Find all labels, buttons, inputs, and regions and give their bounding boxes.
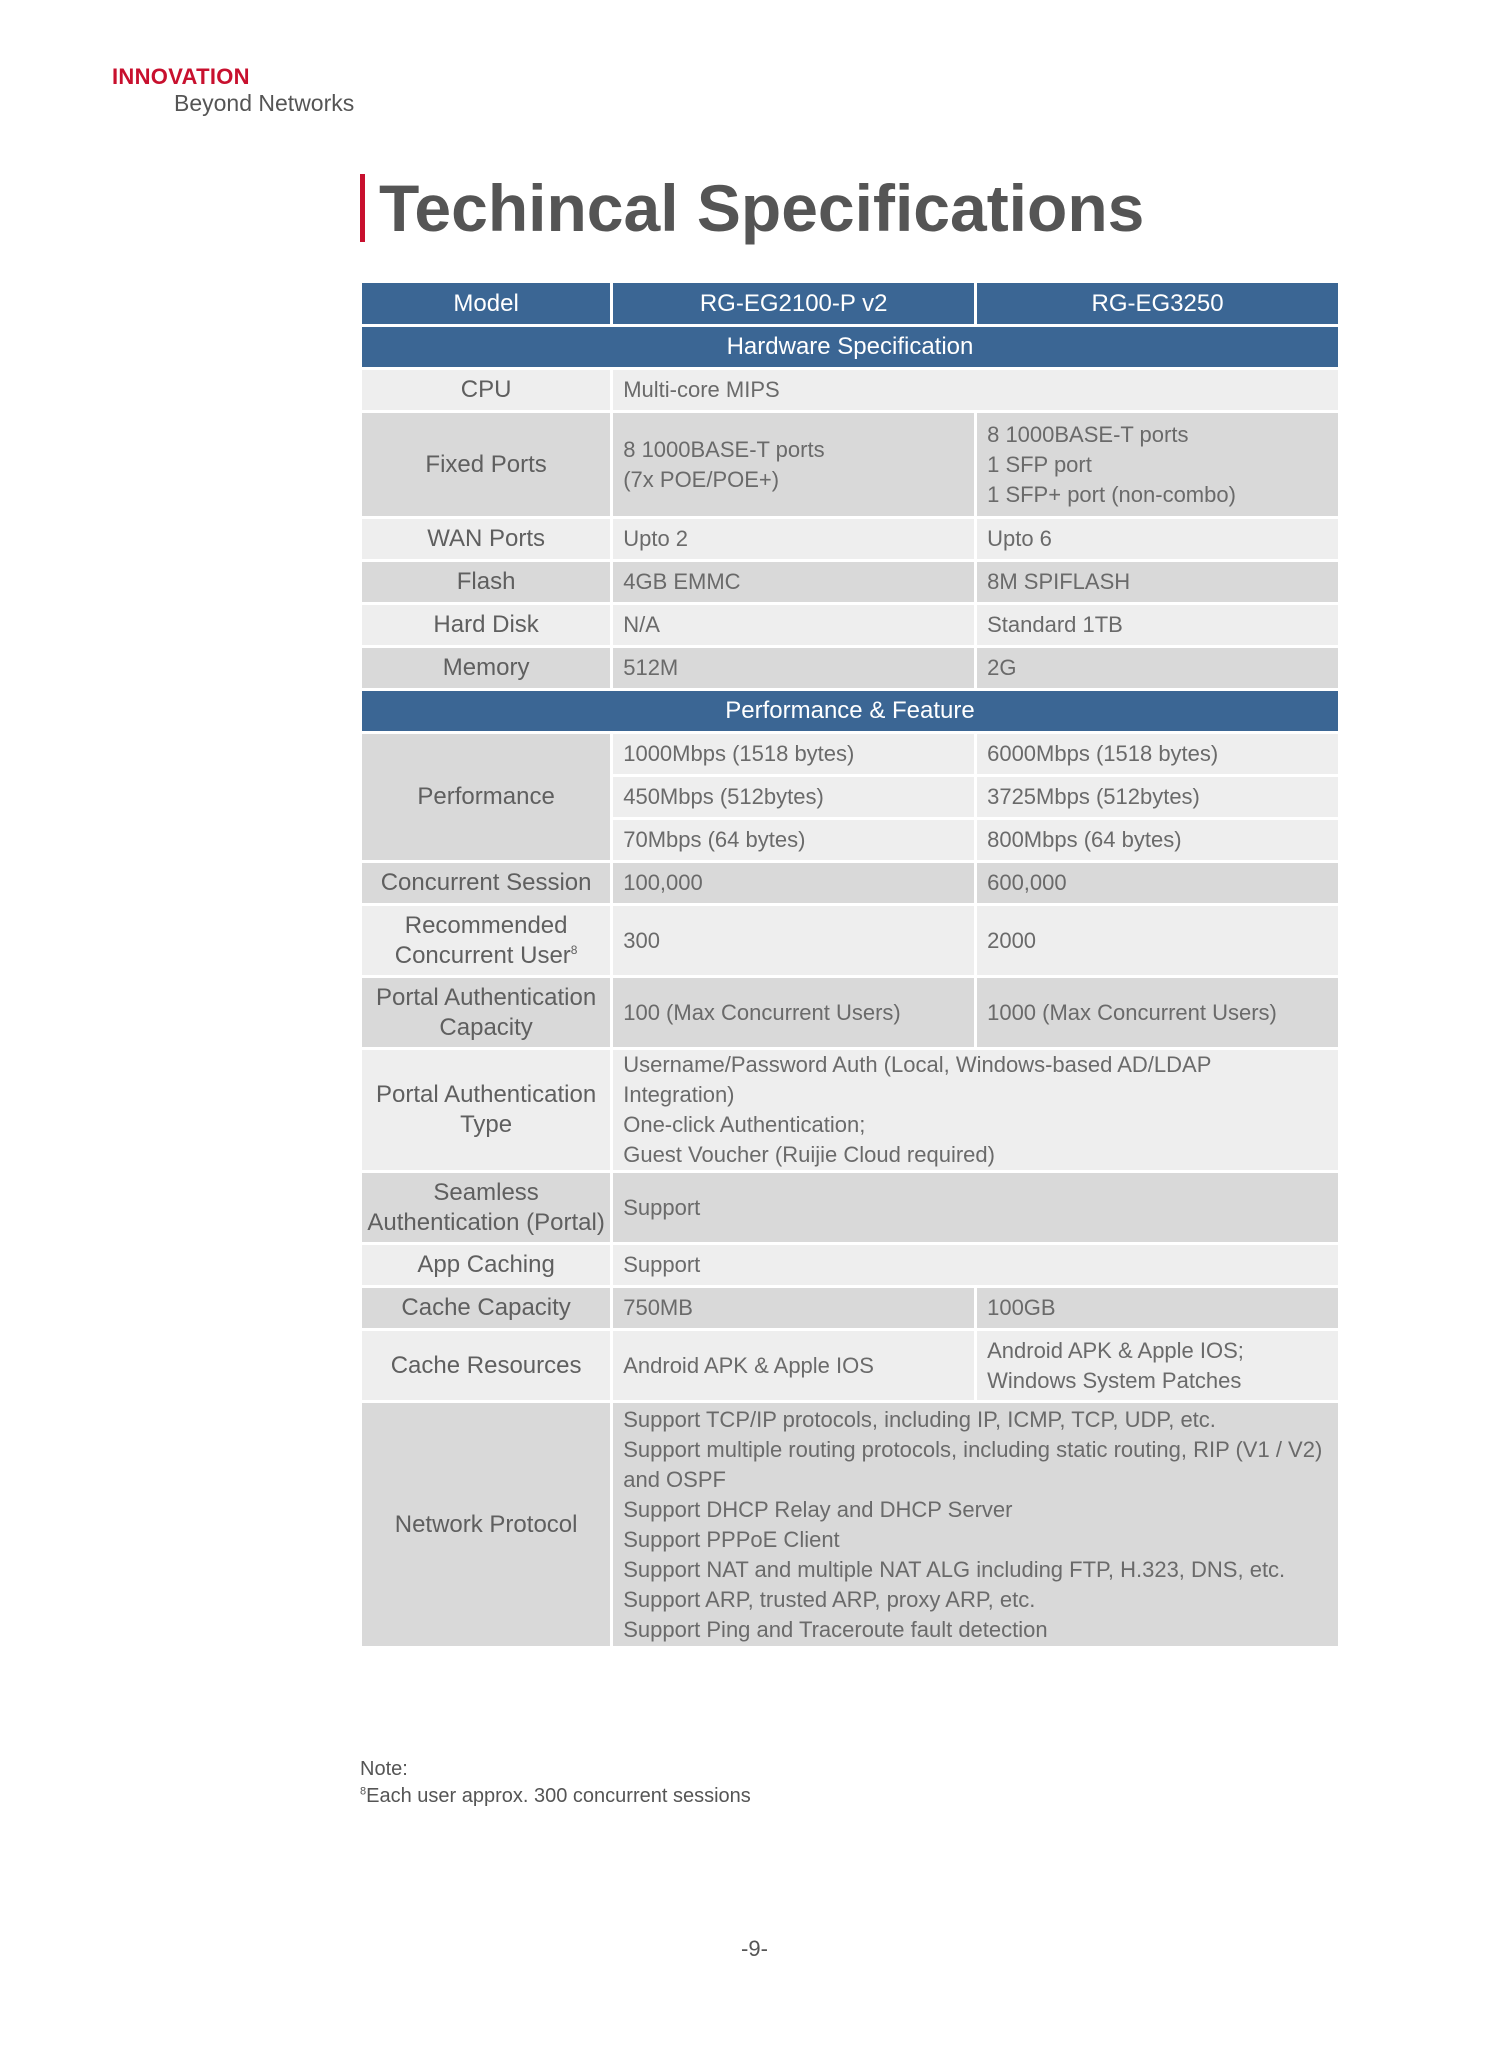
section-performance: Performance & Feature (361, 690, 1340, 733)
value-line: Android APK & Apple IOS; (987, 1337, 1244, 1363)
cache-capacity-value-1: 750MB (612, 1287, 976, 1330)
page-number: -9- (741, 1936, 768, 1961)
footnote (360, 1756, 751, 1810)
seamless-value: Support (612, 1172, 1340, 1244)
row-label-flash: Flash (361, 561, 612, 604)
label-text: Concurrent User (394, 941, 571, 969)
table-row (361, 1244, 1340, 1287)
table-row (361, 412, 1340, 518)
row-label-portal-type (361, 1049, 612, 1172)
brand-innovation: INNOVATION (112, 64, 250, 89)
section-row-hardware (361, 326, 1340, 369)
note-text: Each user approx. 300 concurrent sessions (366, 1785, 751, 1807)
value-line: Support TCP/IP protocols, including IP, ICMP, TCP, UDP, etc. (623, 1406, 1216, 1432)
performance-1518-value-2: 6000Mbps (1518 bytes) (976, 733, 1340, 776)
fixed-ports-value-2 (976, 412, 1340, 518)
table-row (361, 862, 1340, 905)
page-title (360, 170, 1144, 246)
wan-ports-value-1: Upto 2 (612, 518, 976, 561)
cache-resources-value-1: Android APK & Apple IOS (612, 1330, 976, 1402)
fixed-ports-value-1 (612, 412, 976, 518)
row-label-app-caching: App Caching (361, 1244, 612, 1287)
value-line: One-click Authentication; (623, 1112, 866, 1137)
value-line: 8 1000BASE-T ports (987, 421, 1189, 447)
value-line: Support ARP, trusted ARP, proxy ARP, etc. (623, 1586, 1036, 1612)
concurrent-session-value-1: 100,000 (612, 862, 976, 905)
cpu-value: Multi-core MIPS (612, 369, 1340, 412)
section-row-performance (361, 690, 1340, 733)
row-label-hard-disk: Hard Disk (361, 604, 612, 647)
table-row (361, 905, 1340, 977)
value-line: Support PPPoE Client (623, 1526, 840, 1552)
portal-type-value (612, 1049, 1340, 1172)
performance-512-value-1: 450Mbps (512bytes) (612, 776, 976, 819)
row-label-network-protocol: Network Protocol (361, 1402, 612, 1648)
wan-ports-value-2: Upto 6 (976, 518, 1340, 561)
footnote-marker: 8 (360, 1785, 367, 1798)
header-model: Model (361, 282, 612, 326)
section-hardware: Hardware Specification (361, 326, 1340, 369)
row-label-cache-resources: Cache Resources (361, 1330, 612, 1402)
value-line: 1 SFP port (987, 451, 1092, 477)
recommended-user-value-1: 300 (612, 905, 976, 977)
performance-512-value-2: 3725Mbps (512bytes) (976, 776, 1340, 819)
table-row (361, 977, 1340, 1049)
label-line: Seamless (433, 1178, 539, 1206)
cache-resources-value-2 (976, 1330, 1340, 1402)
table-row (361, 1287, 1340, 1330)
hard-disk-value-1: N/A (612, 604, 976, 647)
row-label-performance: Performance (361, 733, 612, 862)
label-line (366, 941, 606, 971)
value-line: 8 1000BASE-T ports (623, 436, 825, 462)
performance-1518-value-1: 1000Mbps (1518 bytes) (612, 733, 976, 776)
header-col1: RG-EG2100-P v2 (612, 282, 976, 326)
portal-capacity-value-1: 100 (Max Concurrent Users) (612, 977, 976, 1049)
row-label-portal-capacity (361, 977, 612, 1049)
footnote-marker: 8 (570, 942, 578, 957)
value-line: Guest Voucher (Ruijie Cloud required) (623, 1142, 995, 1167)
header-col2: RG-EG3250 (976, 282, 1340, 326)
row-label-concurrent-session: Concurrent Session (361, 862, 612, 905)
page-title-text: Techincal Specifications (379, 171, 1145, 245)
portal-capacity-value-2: 1000 (Max Concurrent Users) (976, 977, 1340, 1049)
memory-value-2: 2G (976, 647, 1340, 690)
row-label-recommended-user (361, 905, 612, 977)
performance-64-value-1: 70Mbps (64 bytes) (612, 819, 976, 862)
value-line: Username/Password Auth (Local, Windows-based AD/LDAP Integration) (623, 1052, 1211, 1107)
label-line: Authentication (Portal) (367, 1208, 605, 1236)
value-line: Support Ping and Traceroute fault detection (623, 1616, 1048, 1642)
table-row (361, 518, 1340, 561)
network-protocol-value (612, 1402, 1340, 1648)
row-label-memory: Memory (361, 647, 612, 690)
row-label-seamless (361, 1172, 612, 1244)
value-line: (7x POE/POE+) (623, 466, 780, 492)
spec-table (359, 280, 1341, 1649)
label-line: Recommended (404, 911, 568, 939)
table-row (361, 647, 1340, 690)
flash-value-1: 4GB EMMC (612, 561, 976, 604)
recommended-user-value-2: 2000 (976, 905, 1340, 977)
row-label-fixed-ports: Fixed Ports (361, 412, 612, 518)
performance-64-value-2: 800Mbps (64 bytes) (976, 819, 1340, 862)
memory-value-1: 512M (612, 647, 976, 690)
title-accent-bar (360, 174, 365, 242)
table-row (361, 1330, 1340, 1402)
value-line: Windows System Patches (987, 1367, 1242, 1393)
table-row (361, 369, 1340, 412)
table-row (361, 733, 1340, 776)
row-label-cpu: CPU (361, 369, 612, 412)
row-label-cache-capacity: Cache Capacity (361, 1287, 612, 1330)
table-row (361, 1049, 1340, 1172)
table-header-row (361, 282, 1340, 326)
row-label-wan-ports: WAN Ports (361, 518, 612, 561)
cache-capacity-value-2: 100GB (976, 1287, 1340, 1330)
hard-disk-value-2: Standard 1TB (976, 604, 1340, 647)
table-row (361, 1402, 1340, 1648)
value-line: Support multiple routing protocols, including static routing, RIP (V1 / V2) and OSPF (623, 1436, 1323, 1492)
brand-tagline: Beyond Networks (174, 90, 355, 116)
label-line: Portal Authentication (376, 983, 597, 1011)
table-row (361, 604, 1340, 647)
value-line: 1 SFP+ port (non-combo) (987, 481, 1236, 507)
note-text-line (360, 1783, 751, 1810)
value-line: Support DHCP Relay and DHCP Server (623, 1496, 1013, 1522)
value-line: Support NAT and multiple NAT ALG including FTP, H.323, DNS, etc. (623, 1556, 1286, 1582)
brand-logo (112, 64, 354, 116)
table-row (361, 1172, 1340, 1244)
label-line: Type (460, 1111, 513, 1138)
app-caching-value: Support (612, 1244, 1340, 1287)
note-title: Note: (360, 1758, 408, 1780)
flash-value-2: 8M SPIFLASH (976, 561, 1340, 604)
table-row (361, 561, 1340, 604)
label-line: Portal Authentication (376, 1081, 597, 1108)
label-line: Capacity (439, 1013, 533, 1041)
concurrent-session-value-2: 600,000 (976, 862, 1340, 905)
